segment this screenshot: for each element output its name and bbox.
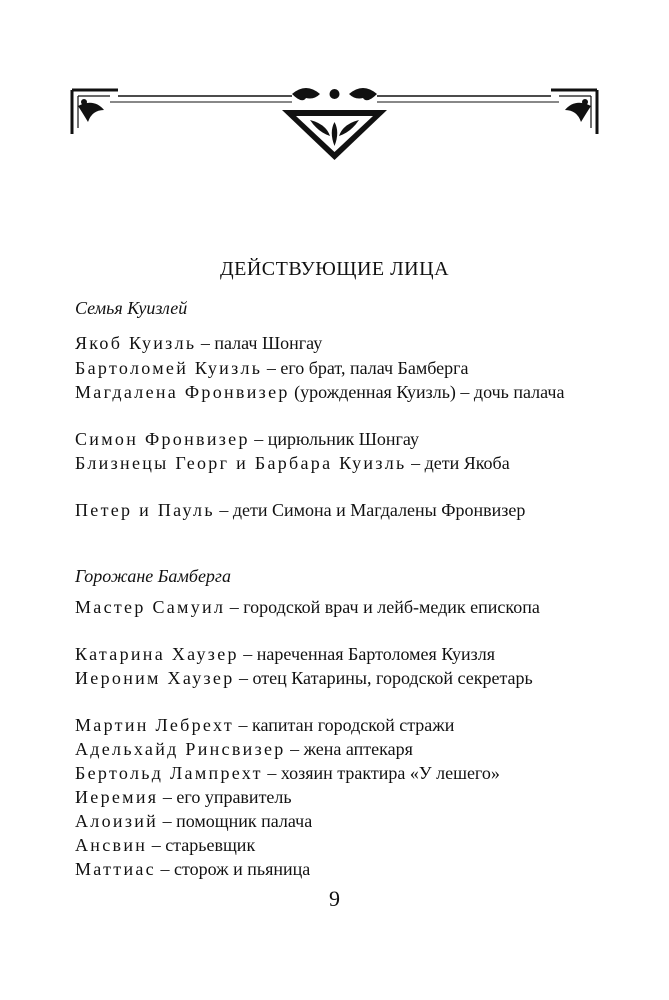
character-name: Иеремия (75, 787, 159, 807)
character-name: Мастер Самуил (75, 597, 226, 617)
character-entry (75, 738, 567, 761)
character-name: Катарина Хаузер (75, 644, 239, 664)
character-desc: – капитан городской стражи (234, 715, 455, 735)
page-number: 9 (329, 886, 340, 911)
character-entry (75, 332, 567, 355)
character-desc: – палач Шонгау (196, 333, 323, 353)
character-entry (75, 596, 567, 619)
character-entry (75, 834, 567, 857)
section-title-bamberg-citizens: Горожане Бамберга (75, 566, 231, 586)
character-entry (75, 667, 567, 690)
character-entry (75, 786, 567, 809)
character-entry (75, 762, 567, 785)
character-name: Иероним Хаузер (75, 668, 235, 688)
character-name: Бертольд Лампрехт (75, 763, 263, 783)
character-name: Алоизий (75, 811, 159, 831)
character-name: Бартоломей Куизль (75, 358, 263, 378)
character-name: Симон Фронвизер (75, 429, 250, 449)
character-desc: – цирюльник Шонгау (249, 429, 419, 449)
character-desc: – сторож и пьяница (155, 859, 311, 879)
character-name: Петер и Пауль (75, 500, 215, 520)
character-name: Якоб Куизль (75, 333, 197, 353)
character-name: Мартин Лебрехт (75, 715, 234, 735)
character-entry (75, 357, 567, 380)
character-desc: – хозяин трактира «У лешего» (262, 763, 500, 783)
character-entry (75, 643, 567, 666)
character-name: Маттиас (75, 859, 156, 879)
character-name: Ансвин (75, 835, 148, 855)
page-heading: ДЕЙСТВУЮЩИЕ ЛИЦА (219, 258, 450, 280)
character-desc: (урожденная Куизль) – дочь палача (289, 382, 565, 402)
decorative-ornament-icon (70, 88, 599, 163)
character-desc: – отец Катарины, городской секретарь (234, 668, 533, 688)
character-desc: – его брат, палач Бамберга (262, 358, 469, 378)
character-entry (75, 714, 567, 737)
character-entry (75, 381, 567, 404)
character-name: Магдалена Фронвизер (75, 382, 290, 402)
character-desc: – жена аптекаря (285, 739, 413, 759)
character-desc: – его управитель (158, 787, 292, 807)
character-desc: – старьевщик (147, 835, 256, 855)
character-desc: – дети Симона и Магдалены Фронвизер (214, 500, 526, 520)
character-entry (75, 858, 567, 881)
character-name: Адельхайд Ринсвизер (75, 739, 286, 759)
character-entry (75, 428, 567, 451)
section-title-quizl-family: Семья Куизлей (75, 298, 188, 318)
character-name: Близнецы Георг и Барбара Куизль (75, 453, 407, 473)
character-entry (75, 810, 567, 833)
character-desc: – помощник палача (158, 811, 313, 831)
character-desc: – нареченная Бартоломея Куизля (238, 644, 495, 664)
character-entry (75, 499, 567, 522)
character-entry (75, 452, 567, 475)
character-desc: – дети Якоба (406, 453, 510, 473)
character-desc: – городской врач и лейб-медик епископа (225, 597, 540, 617)
